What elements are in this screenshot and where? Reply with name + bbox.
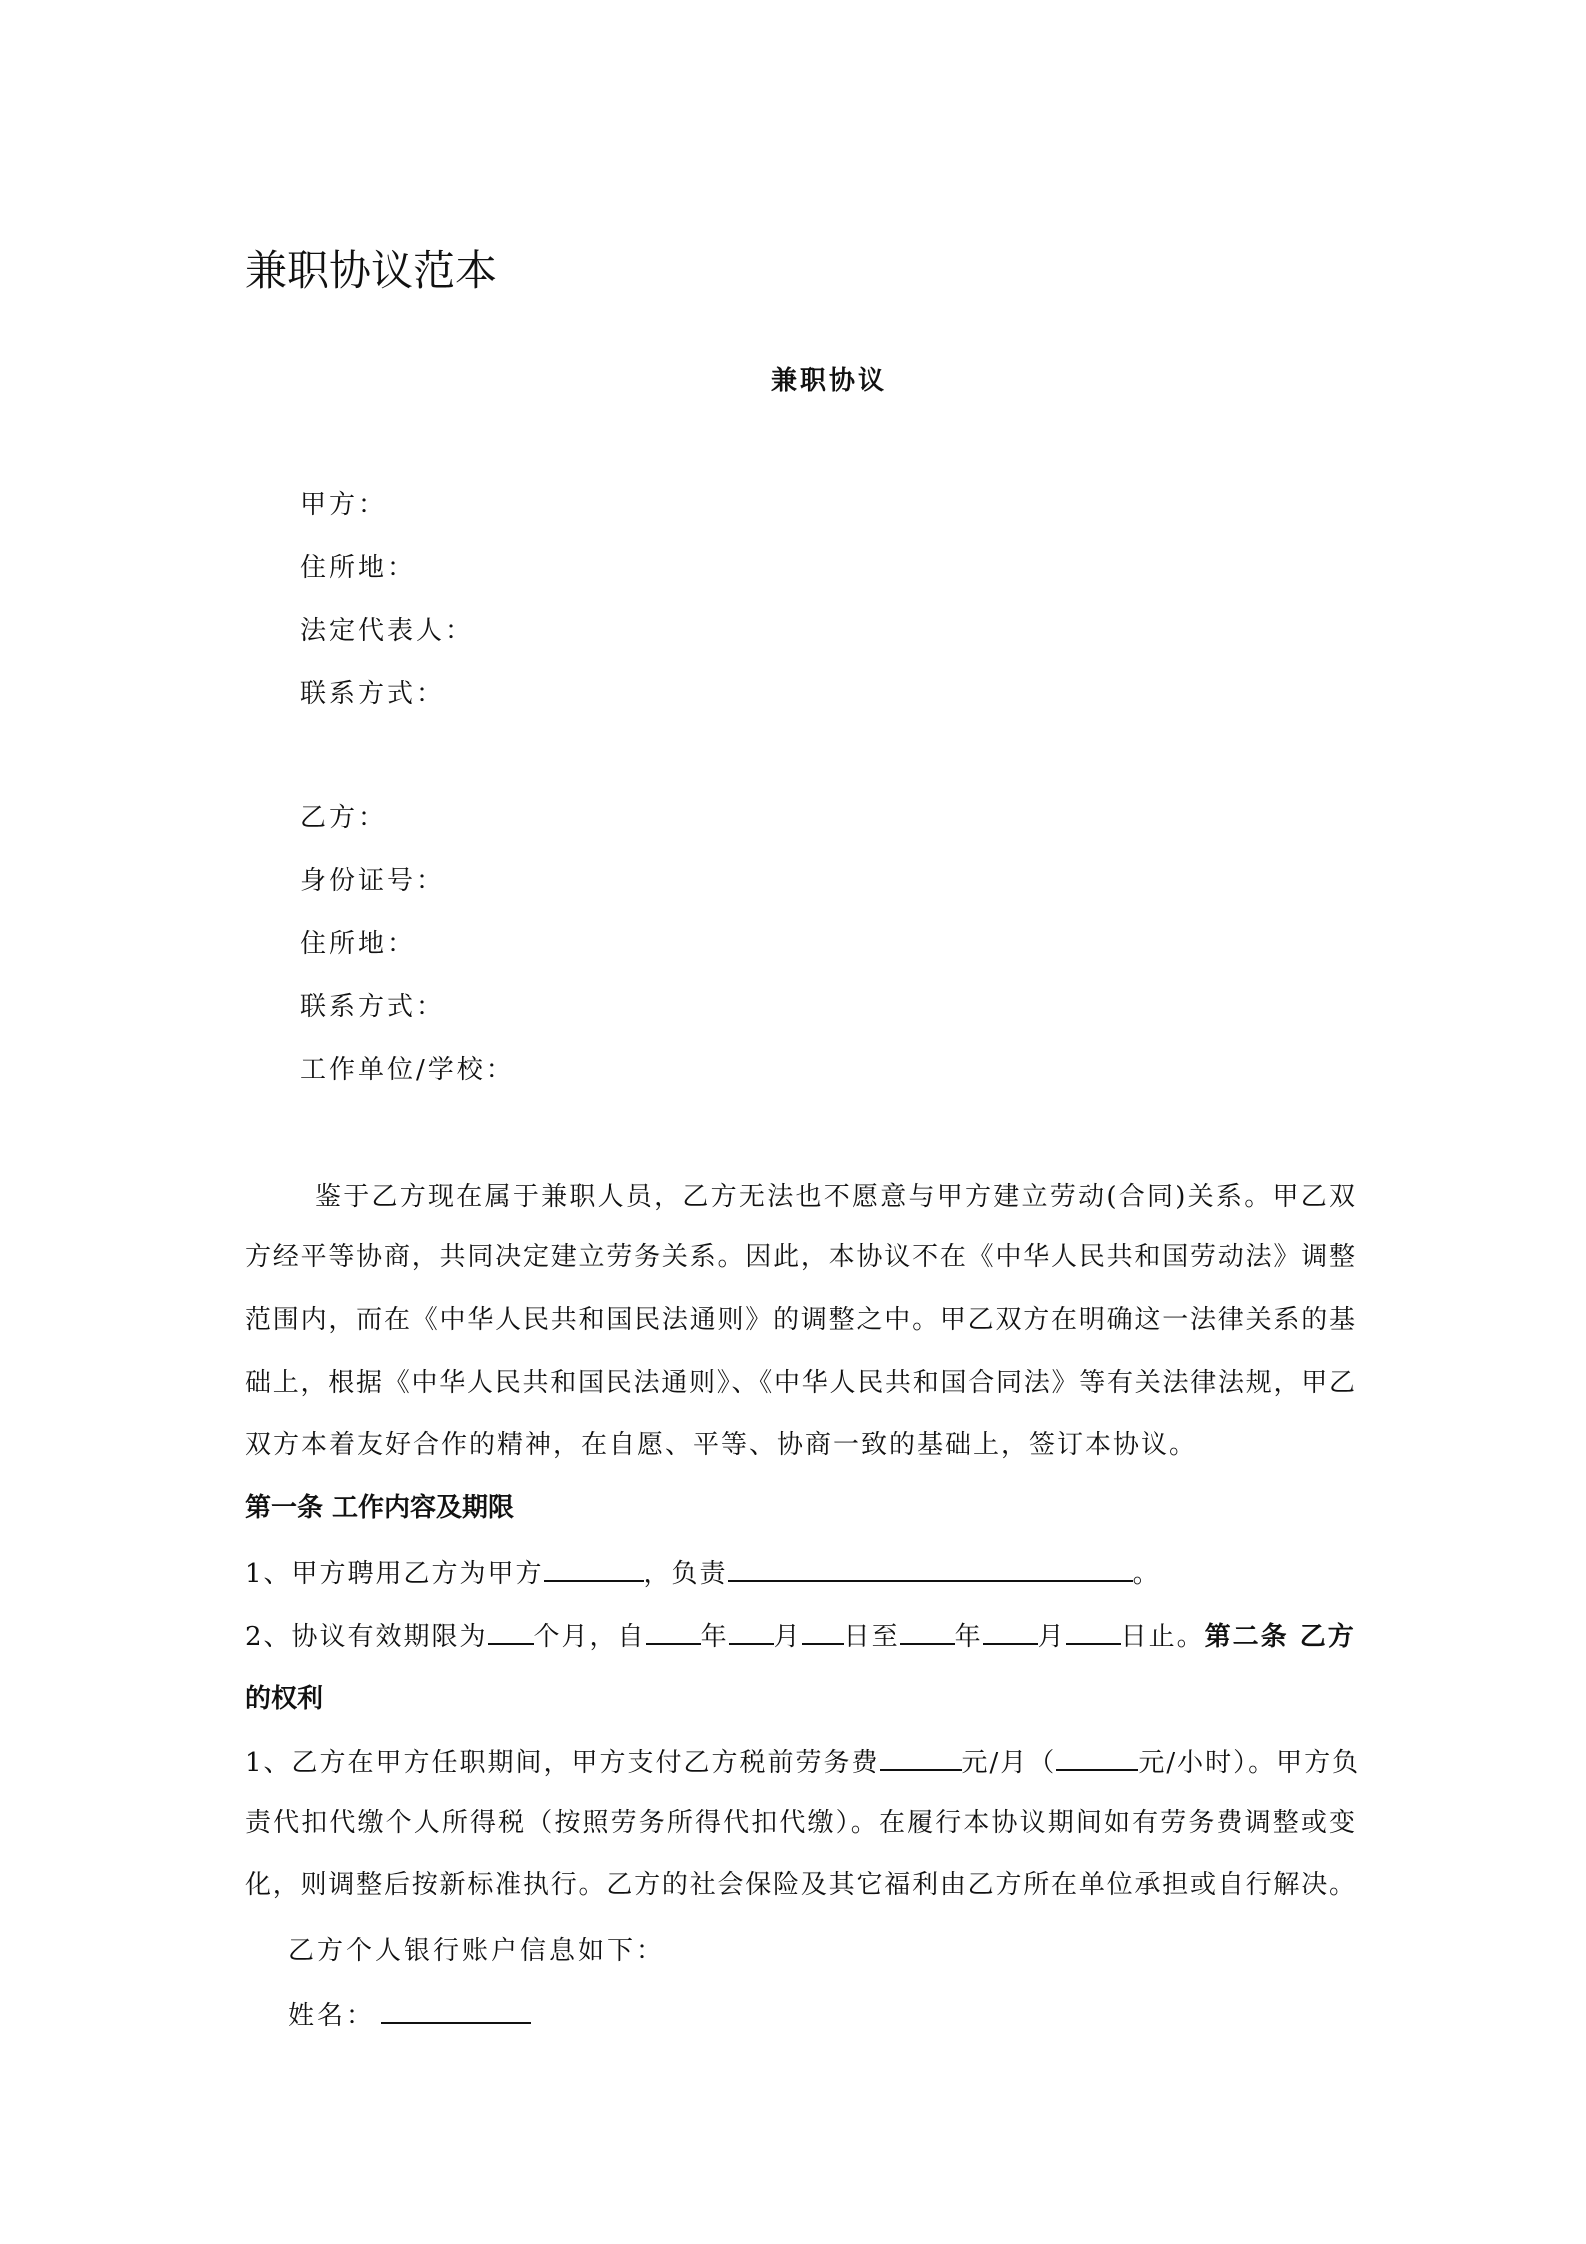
party-b-employer-label: 工作单位/学校：: [300, 1055, 515, 1085]
party-a-address-label: 住所地：: [300, 553, 417, 583]
party-a-contact-label: 联系方式：: [300, 679, 446, 709]
start-year-blank[interactable]: [646, 1617, 701, 1645]
item-text: 个月，自: [533, 1622, 646, 1652]
item-text: 年: [954, 1622, 983, 1652]
article2-item1: [245, 1743, 1361, 1781]
item-text: 日止。: [1120, 1622, 1205, 1652]
article2-line: 责代扣代缴个人所得税（按照劳务所得代扣代缴）。在履行本协议期间如有劳务费调整或变: [245, 1808, 1355, 1838]
months-blank[interactable]: [488, 1617, 534, 1645]
start-day-blank[interactable]: [802, 1617, 844, 1645]
item-text: 日至: [843, 1622, 900, 1652]
bank-info-intro: 乙方个人银行账户信息如下：: [288, 1936, 666, 1966]
duty-blank[interactable]: [728, 1554, 1133, 1582]
preamble-line: 范围内，而在《中华人民共和国民法通则》的调整之中。甲乙双方在明确这一法律关系的基: [245, 1305, 1355, 1335]
end-month-blank[interactable]: [983, 1617, 1038, 1645]
item-text: 元/月（: [961, 1748, 1057, 1778]
item-text: 元/小时）。甲方负: [1138, 1748, 1361, 1778]
party-b-label: 乙方：: [300, 803, 388, 833]
bank-name-row: [288, 1996, 531, 2034]
preamble-line: 鉴于乙方现在属于兼职人员，乙方无法也不愿意与甲方建立劳动(合同)关系。甲乙双: [315, 1182, 1355, 1212]
name-label: 姓名：: [288, 2001, 376, 2031]
item-text: 年: [700, 1622, 729, 1652]
item-text: 月: [1037, 1622, 1066, 1652]
article2-heading: 第二条 乙方: [1204, 1622, 1356, 1652]
article1-item2: [245, 1617, 1355, 1655]
preamble-line: 双方本着友好合作的精神，在自愿、平等、协商一致的基础上，签订本协议。: [245, 1430, 1198, 1460]
item-text: 。: [1132, 1559, 1161, 1589]
item-text: ，负责: [643, 1559, 728, 1589]
agreement-title: 兼职协议: [770, 366, 887, 396]
hourly-fee-blank[interactable]: [1056, 1743, 1138, 1771]
end-day-blank[interactable]: [1066, 1617, 1121, 1645]
item-text: 1、甲方聘用乙方为甲方: [245, 1559, 544, 1589]
end-year-blank[interactable]: [900, 1617, 955, 1645]
article2-line: 化，则调整后按新标准执行。乙方的社会保险及其它福利由乙方所在单位承担或自行解决。: [245, 1870, 1355, 1900]
article1-item1: [245, 1554, 1355, 1592]
name-blank[interactable]: [381, 1996, 531, 2024]
item-text: 月: [773, 1622, 802, 1652]
preamble-line: 方经平等协商，共同决定建立劳务关系。因此，本协议不在《中华人民共和国劳动法》调整: [245, 1242, 1355, 1272]
party-b-contact-label: 联系方式：: [300, 992, 446, 1022]
article2-heading-cont: 的权利: [245, 1684, 324, 1714]
document-title: 兼职协议范本: [245, 246, 498, 295]
start-month-blank[interactable]: [729, 1617, 774, 1645]
party-b-address-label: 住所地：: [300, 929, 417, 959]
party-a-legal-rep-label: 法定代表人：: [300, 616, 475, 646]
preamble-line: 础上，根据《中华人民共和国民法通则》、《中华人民共和国合同法》等有关法律法规，甲乙: [245, 1368, 1355, 1398]
item-text: 1、乙方在甲方任职期间，甲方支付乙方税前劳务费: [245, 1748, 880, 1778]
party-a-label: 甲方：: [300, 490, 388, 520]
party-b-id-label: 身份证号：: [300, 866, 446, 896]
article1-heading: 第一条 工作内容及期限: [245, 1493, 515, 1523]
item-text: 2、协议有效期限为: [245, 1622, 488, 1652]
position-blank[interactable]: [544, 1554, 644, 1582]
monthly-fee-blank[interactable]: [880, 1743, 962, 1771]
